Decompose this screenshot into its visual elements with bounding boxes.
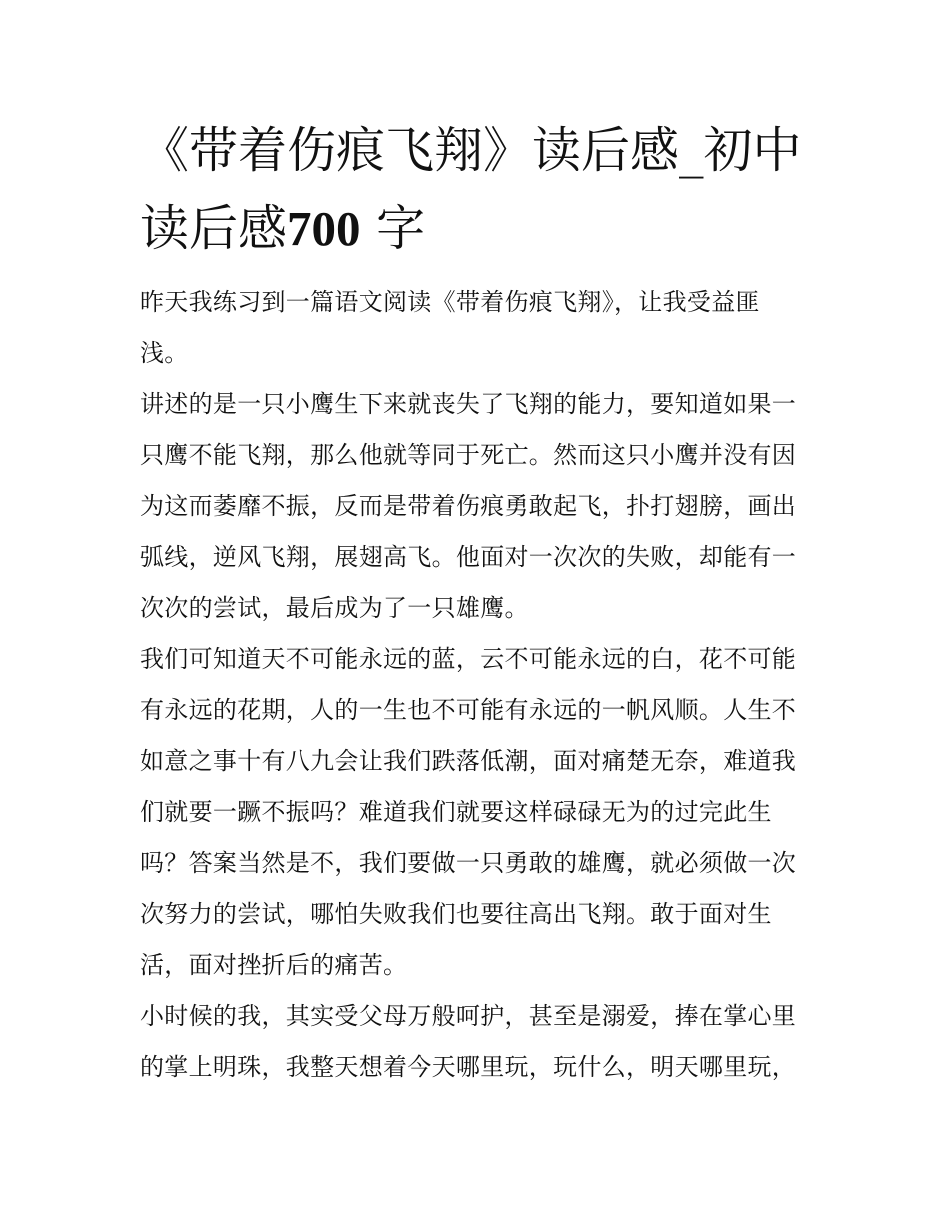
document-title (140, 112, 820, 268)
body-line: 们就要一蹶不振吗？难道我们就要这样碌碌无为的过完此生 (140, 798, 772, 826)
body-line: 吗？答案当然是不，我们要做一只勇敢的雄鹰，就必须做一次 (140, 849, 797, 877)
body-line: 次次的尝试，最后成为了一只雄鹰。 (140, 594, 529, 622)
body-line: 次努力的尝试，哪怕失败我们也要往高出飞翔。敢于面对生 (140, 900, 772, 928)
title-unit: 字 (376, 200, 426, 257)
body-line: 昨天我练习到一篇语文阅读《带着伤痕飞翔》，让我受益匪 (140, 288, 760, 316)
body-line: 我们可知道天不可能永远的蓝，云不可能永远的白，花不可能 (140, 645, 797, 673)
body-line: 浅。 (140, 339, 189, 367)
body-line: 小时候的我，其实受父母万般呵护，甚至是溺爱，捧在掌心里 (140, 1002, 797, 1030)
title-line-1: 《带着伤痕飞翔》读后感_初中 (140, 122, 802, 179)
body-line: 如意之事十有八九会让我们跌落低潮，面对痛楚无奈，难道我 (140, 747, 797, 775)
title-word-count: 700 (287, 201, 361, 256)
body-line: 有永远的花期，人的一生也不可能有永远的一帆风顺。人生不 (140, 696, 797, 724)
body-line: 为这而萎靡不振，反而是带着伤痕勇敢起飞，扑打翅膀，画出 (140, 492, 797, 520)
body-line: 的掌上明珠，我整天想着今天哪里玩，玩什么，明天哪里玩， (140, 1053, 797, 1081)
title-line-2 (140, 190, 820, 268)
body-line: 弧线，逆风飞翔，展翅高飞。他面对一次次的失败，却能有一 (140, 543, 797, 571)
body-line: 讲述的是一只小鹰生下来就丧失了飞翔的能力，要知道如果一 (140, 390, 797, 418)
body-line: 只鹰不能飞翔，那么他就等同于死亡。然而这只小鹰并没有因 (140, 441, 797, 469)
title-text: 读后感 (140, 200, 288, 257)
document-body (140, 277, 820, 1093)
body-line: 活，面对挫折后的痛苦。 (140, 951, 408, 979)
